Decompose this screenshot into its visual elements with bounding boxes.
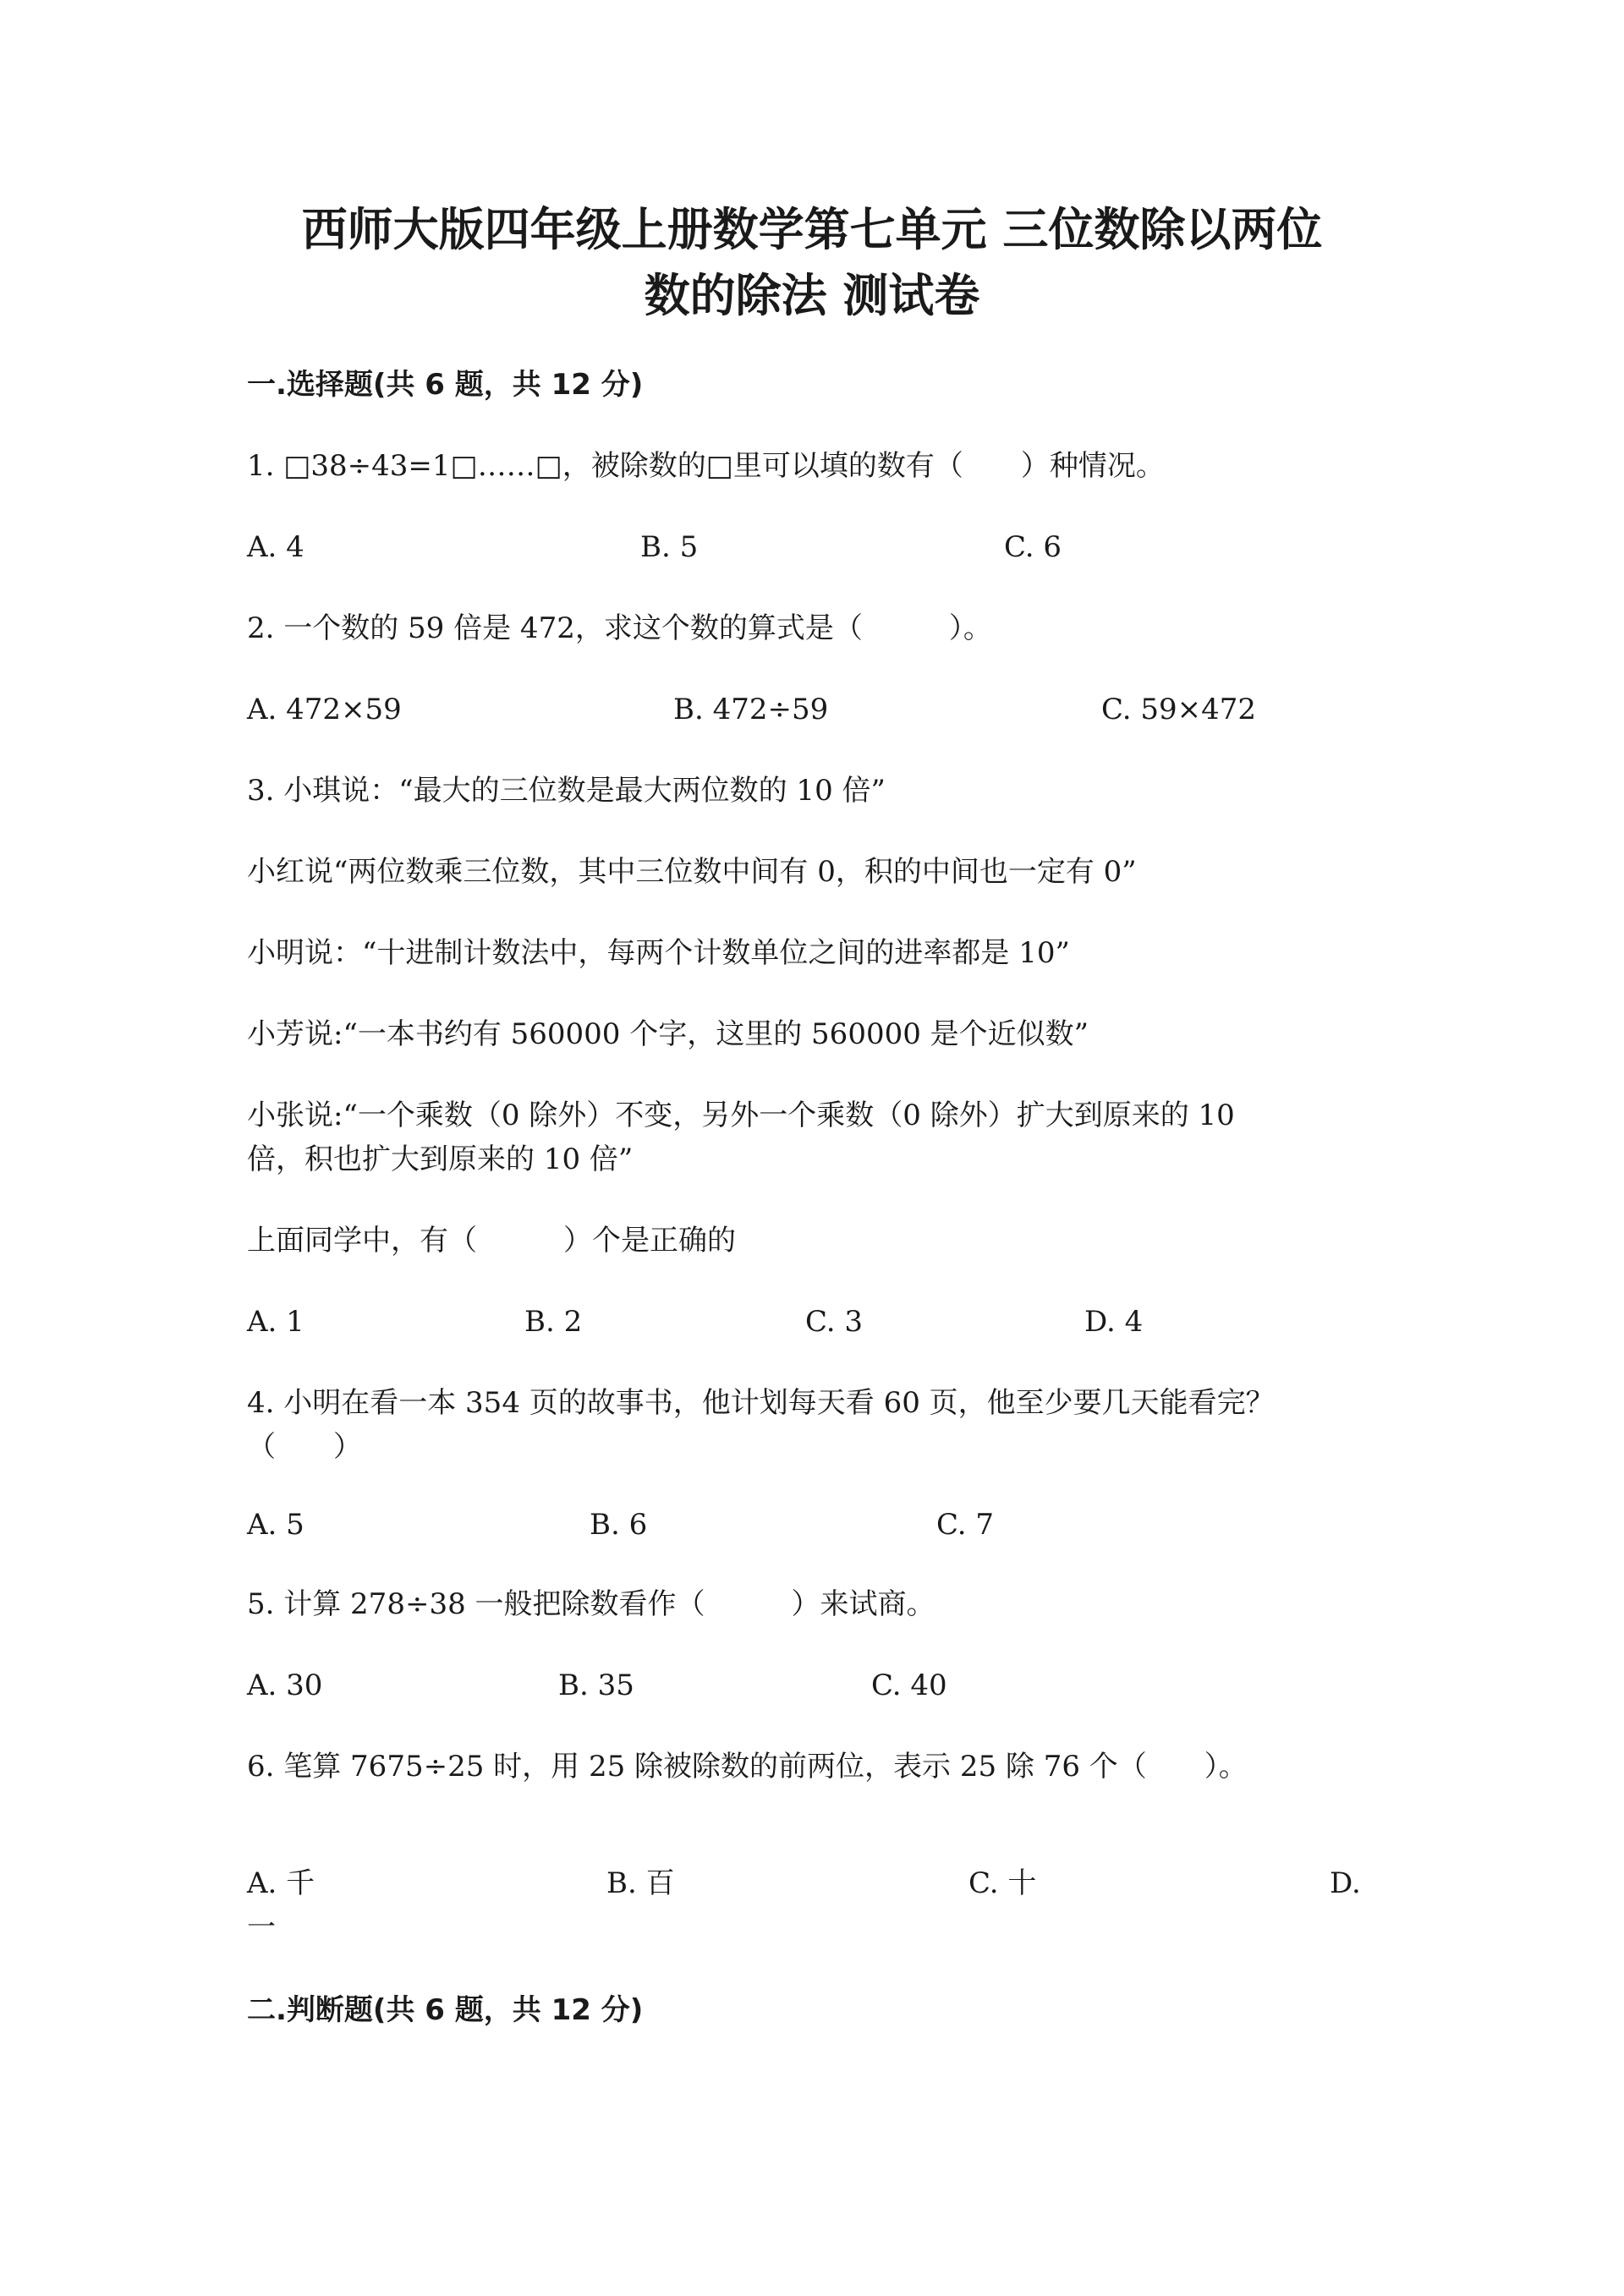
- question-3-line-2: 小红说“两位数乘三位数，其中三位数中间有 0，积的中间也一定有 0”: [247, 855, 1137, 889]
- question-3-option-c: C. 3: [805, 1305, 864, 1339]
- question-2-option-a: A. 472×59: [247, 693, 402, 726]
- question-5-option-a: A. 30: [247, 1669, 323, 1702]
- question-3-line-7: 上面同学中，有（ ）个是正确的: [247, 1224, 736, 1258]
- question-2-option-c: C. 59×472: [1101, 693, 1257, 726]
- question-3-option-b: B. 2: [524, 1305, 583, 1339]
- section-heading-judgement: 二.判断题(共 6 题，共 12 分): [247, 1993, 644, 2027]
- section-heading-choice: 一.选择题(共 6 题，共 12 分): [247, 368, 644, 402]
- question-1-option-a: A. 4: [247, 530, 304, 564]
- question-6-option-a: A. 千: [247, 1866, 315, 1900]
- question-3-line-5: 小张说:“一个乘数（0 除外）不变，另外一个乘数（0 除外）扩大到原来的 10: [247, 1099, 1235, 1132]
- question-3-line-6: 倍，积也扩大到原来的 10 倍”: [247, 1143, 634, 1176]
- question-3-option-d: D. 4: [1084, 1305, 1144, 1339]
- question-2-text: 2. 一个数的 59 倍是 472，求这个数的算式是（ ）。: [247, 611, 992, 645]
- question-6-text: 6. 笔算 7675÷25 时，用 25 除被除数的前两位，表示 25 除 76 个（ ）。: [247, 1750, 1248, 1784]
- question-3-line-1: 3. 小琪说：“最大的三位数是最大两位数的 10 倍”: [247, 774, 886, 808]
- question-6-option-d-wrap: 一: [247, 1910, 276, 1944]
- document-title-line2: 数的除法 测试卷: [644, 269, 980, 322]
- question-5-text: 5. 计算 278÷38 一般把除数看作（ ）来试商。: [247, 1587, 935, 1621]
- question-4-option-a: A. 5: [247, 1508, 304, 1542]
- question-6-option-d: D.: [1330, 1866, 1361, 1900]
- question-1-option-b: B. 5: [640, 530, 699, 564]
- question-4-option-c: C. 7: [936, 1508, 995, 1542]
- question-6-option-c: C. 十: [968, 1866, 1037, 1900]
- question-5-option-b: B. 35: [558, 1669, 634, 1702]
- document-title-line1: 西师大版四年级上册数学第七单元 三位数除以两位: [301, 203, 1323, 256]
- question-3-option-a: A. 1: [247, 1305, 304, 1339]
- question-5-option-c: C. 40: [871, 1669, 947, 1702]
- question-1-option-c: C. 6: [1004, 530, 1062, 564]
- question-4-option-b: B. 6: [590, 1508, 648, 1542]
- question-2-option-b: B. 472÷59: [673, 693, 829, 726]
- question-1-text: 1. □38÷43=1□……□，被除数的□里可以填的数有（ ）种情况。: [247, 449, 1165, 483]
- question-4-line-2: （ ）: [247, 1430, 362, 1464]
- question-3-line-4: 小芳说:“一本书约有 560000 个字，这里的 560000 是个近似数”: [247, 1017, 1089, 1051]
- question-6-option-b: B. 百: [606, 1866, 675, 1900]
- question-3-line-3: 小明说：“十进制计数法中，每两个计数单位之间的进率都是 10”: [247, 936, 1070, 970]
- question-4-line-1: 4. 小明在看一本 354 页的故事书，他计划每天看 60 页，他至少要几天能看完？: [247, 1386, 1275, 1420]
